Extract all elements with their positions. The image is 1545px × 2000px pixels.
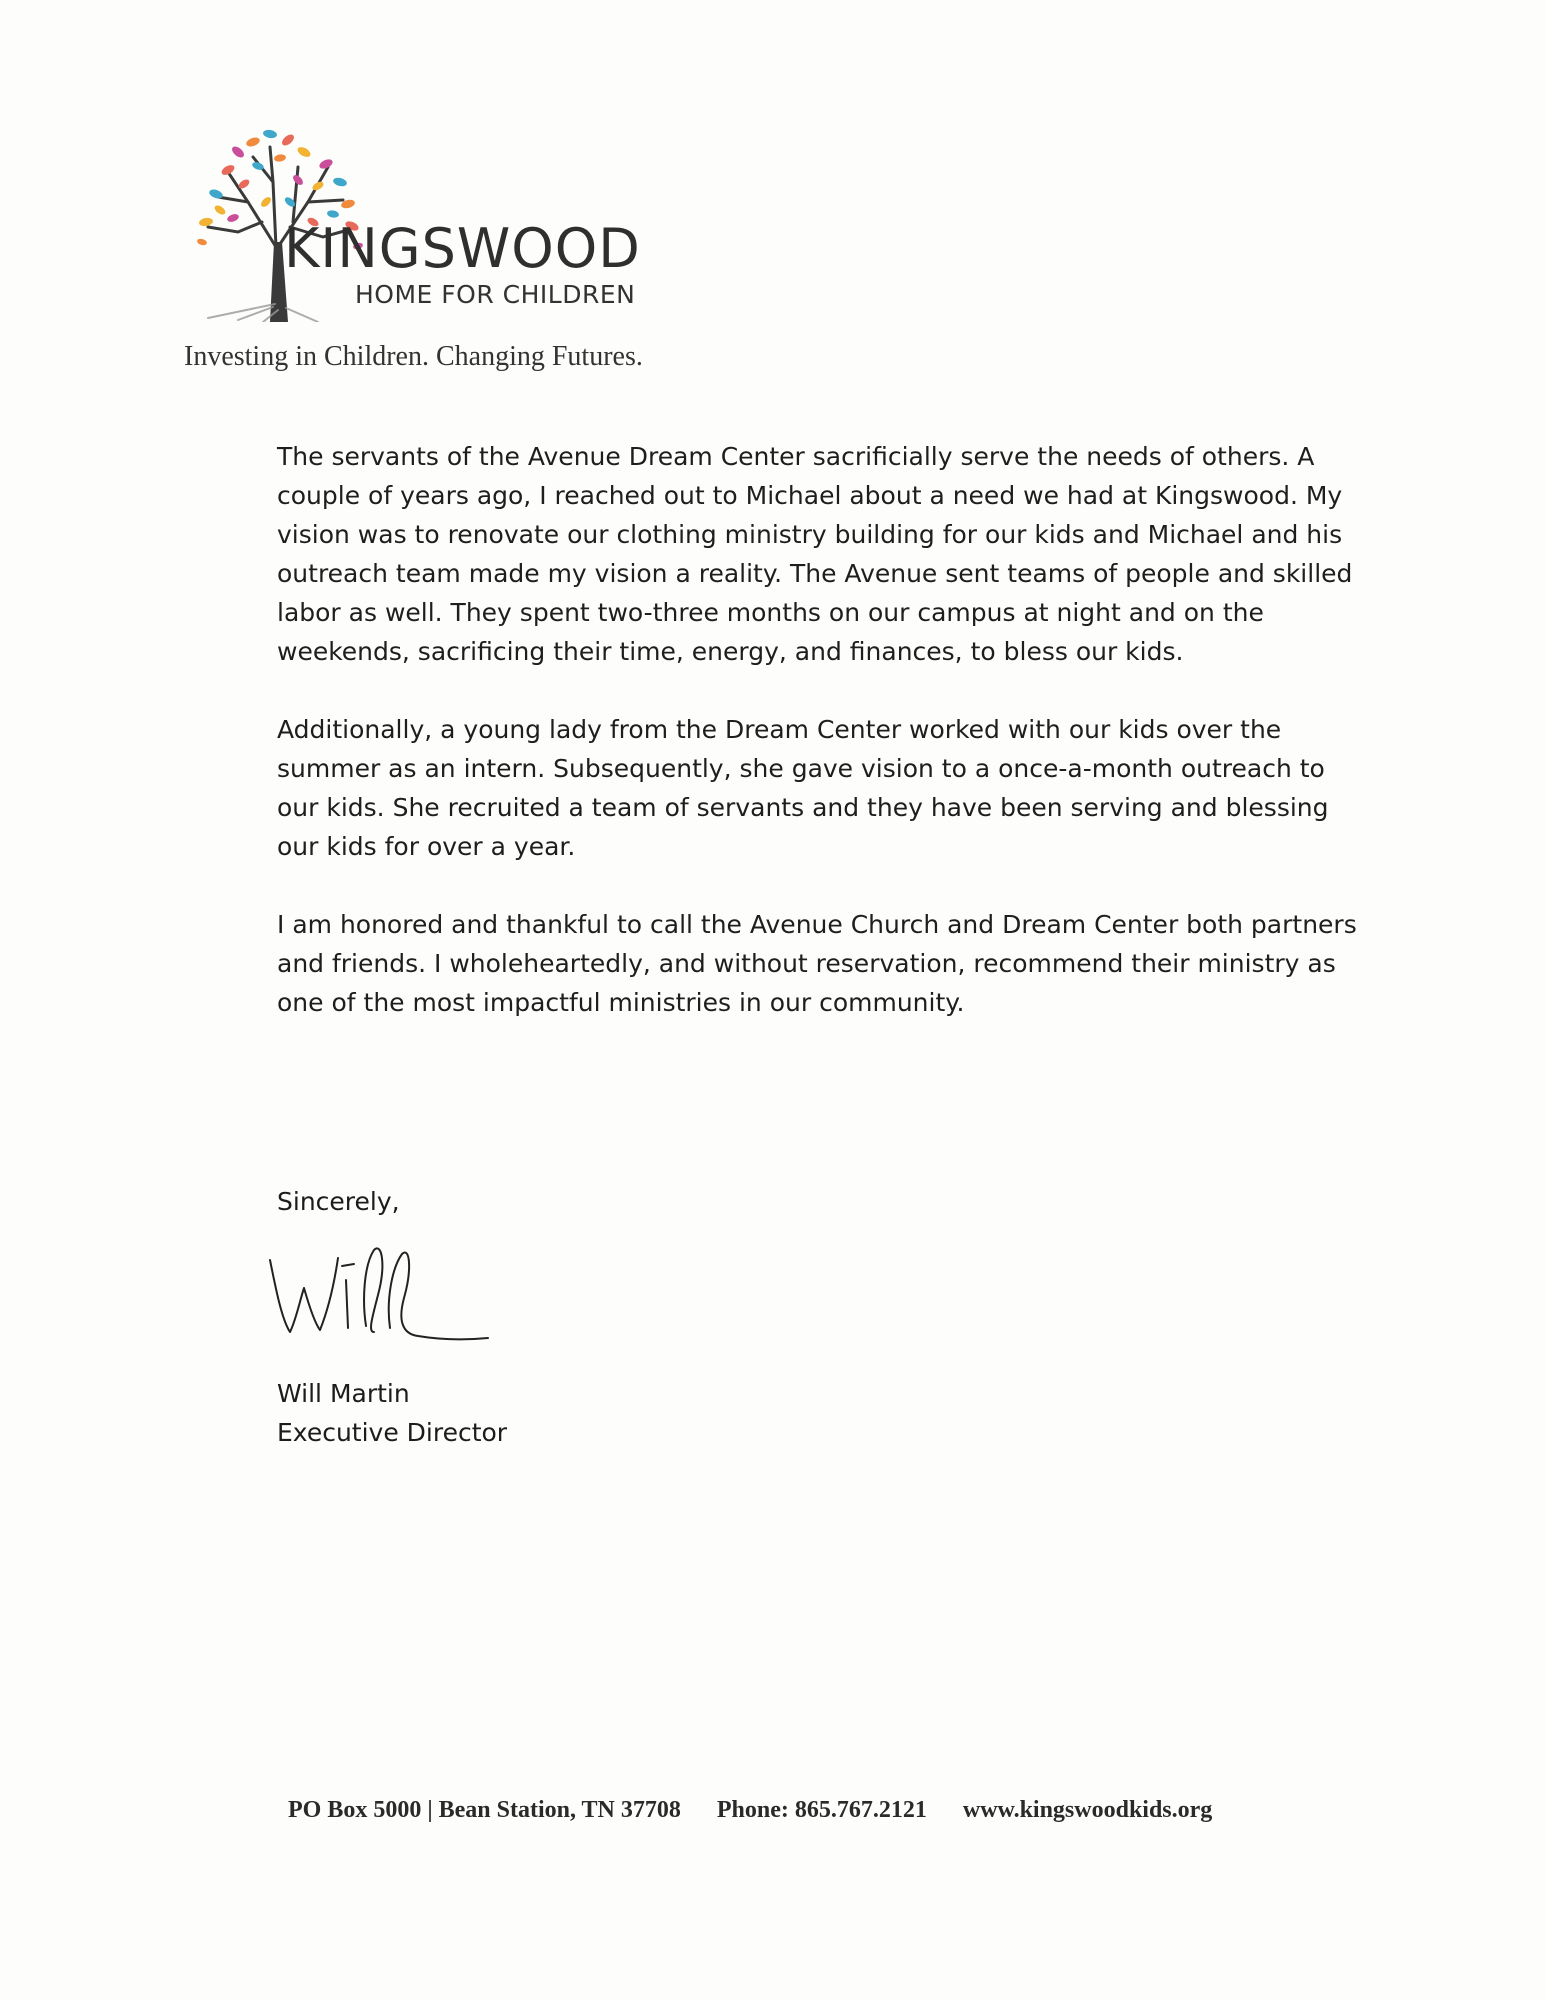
tagline: Investing in Children. Changing Futures. (184, 341, 643, 372)
closing-salutation: Sincerely, (277, 1187, 400, 1216)
footer (288, 1798, 1338, 1822)
footer-address: PO Box 5000 | Bean Station, TN 37708 (288, 1797, 681, 1823)
brand-subtitle: HOME FOR CHILDREN (355, 280, 636, 309)
handwritten-signature (262, 1240, 492, 1355)
signer-title: Executive Director (277, 1418, 508, 1447)
brand-name: KINGSWOOD (284, 217, 641, 280)
letter-body (277, 437, 1367, 1061)
body-paragraph: The servants of the Avenue Dream Center sacrificially serve the needs of others. A couple of years ago, I reached out to Michael about a need we had at Kingswood. My vision was to renovate our clothing ministry building for our kids and Michael and his outreach team made my vision a reality. The Avenue sent teams of people and skilled labor as well. They spent two-three months on our campus at night and on the weekends, sacrificing their time, energy, and finances, to bless our kids. (277, 442, 1353, 666)
footer-website[interactable]: www.kingswoodkids.org (962, 1797, 1213, 1823)
footer-phone: Phone: 865.767.2121 (716, 1797, 927, 1823)
body-paragraph: Additionally, a young lady from the Dream Center worked with our kids over the summer as an intern. Subsequently, she gave vision to a once-a-month outreach to our kids. She recruited a team of servants and they have been serving and blessing our kids for over a year. (277, 715, 1329, 861)
body-paragraph: I am honored and thankful to call the Avenue Church and Dream Center both partners and friends. I wholeheartedly, and without reservation, recommend their ministry as one of the most impactful ministries in our community. (277, 910, 1357, 1017)
signer-name: Will Martin (277, 1379, 410, 1408)
